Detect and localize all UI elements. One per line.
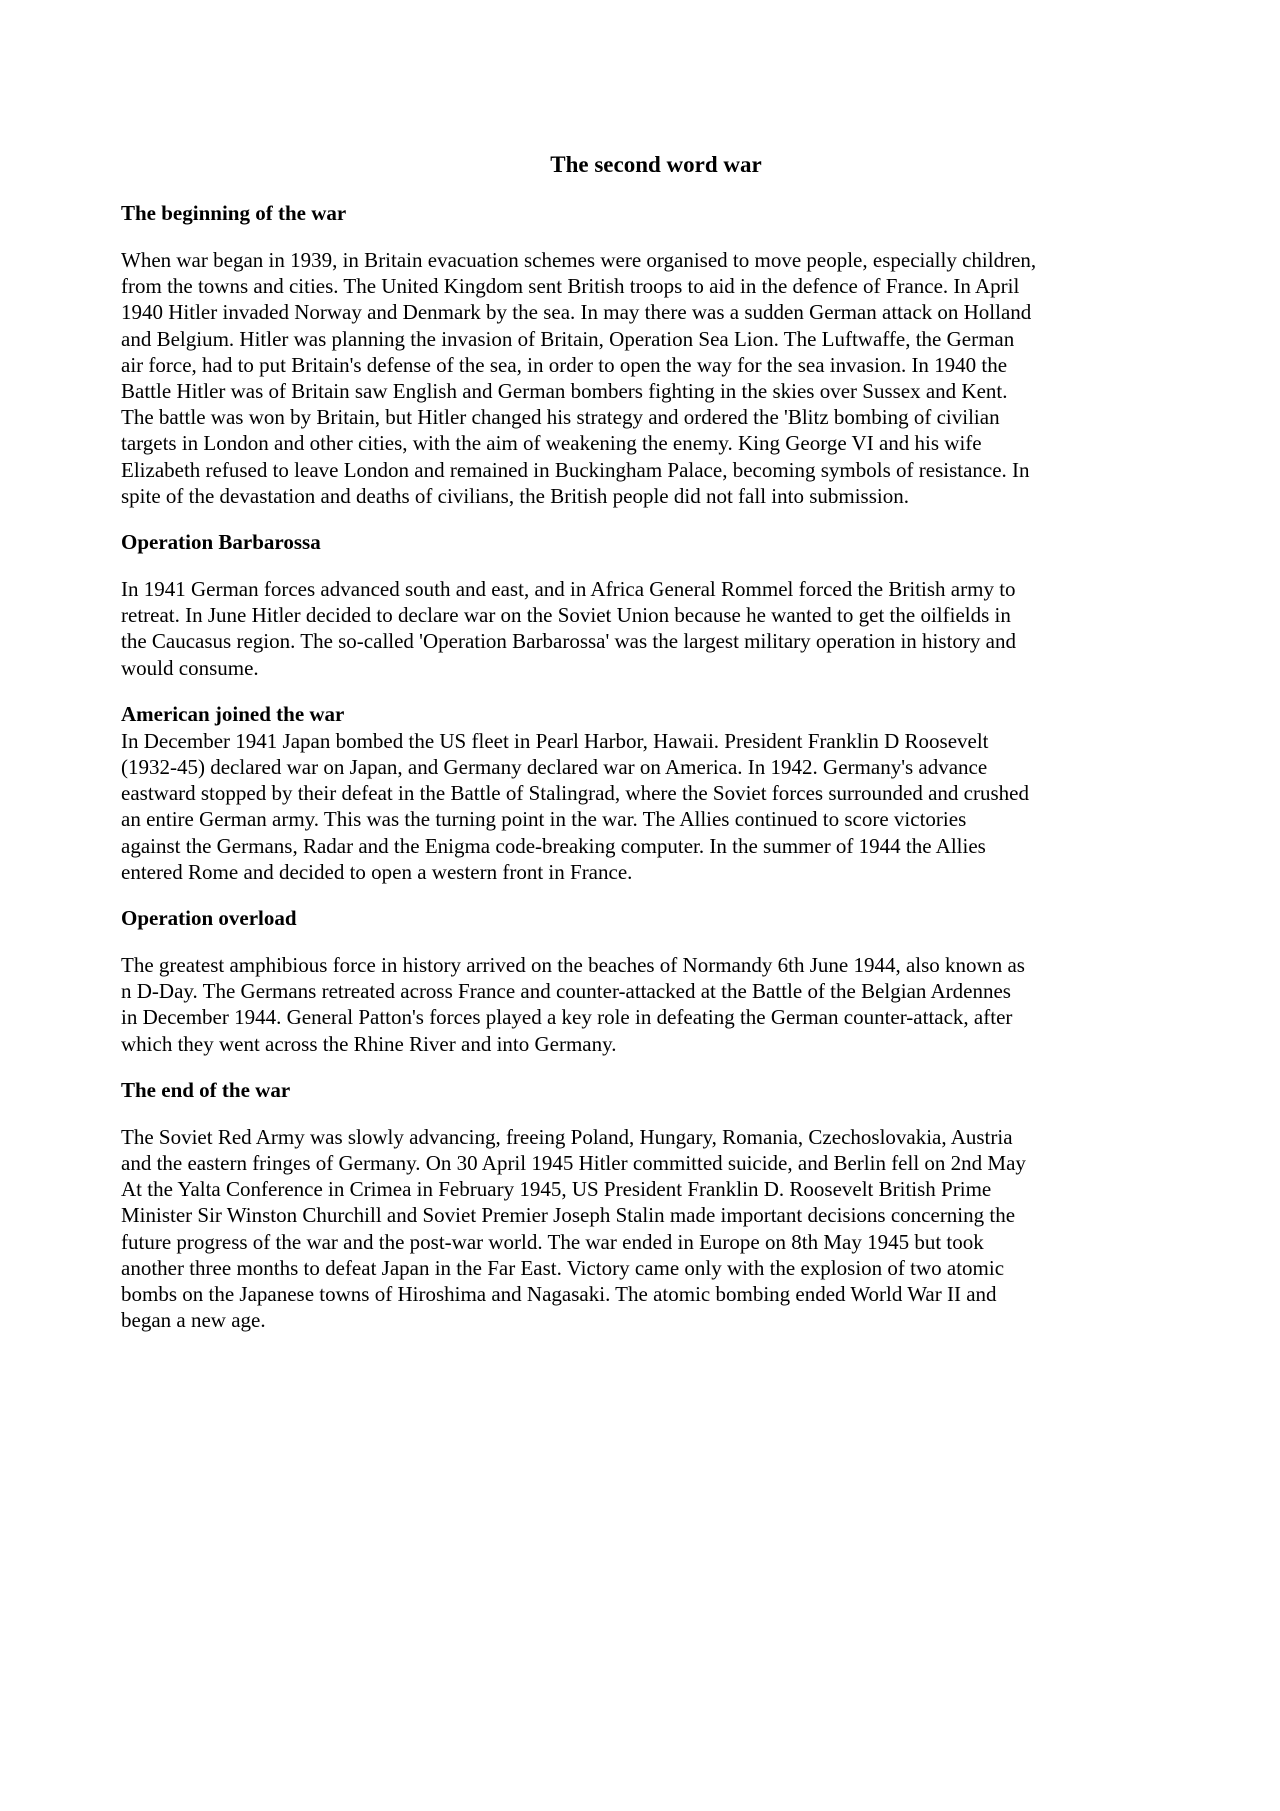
section-heading-barbarossa: Operation Barbarossa	[121, 530, 321, 555]
section-paragraph-beginning: When war began in 1939, in Britain evacuation schemes were organised to move people, especially children, from the towns and cities. The United Kingdom sent British troops to aid in the defence of France. In April 1940 Hitler invaded Norway and Denmark by the sea. In may there was a sudden German attack on Holland and Belgium. Hitler was planning the invasion of Britain, Operation Sea Lion. The Luftwaffe, the German air force, had to put Britain's defense of the sea, in order to open the way for the sea invasion. In 1940 the Battle Hitler was of Britain saw English and German bombers fighting in the skies over Sussex and Kent. The battle was won by Britain, but Hitler changed his strategy and ordered the 'Blitz bombing of civilian targets in London and other cities, with the aim of weakening the enemy. King George VI and his wife Elizabeth refused to leave London and remained in Buckingham Palace, becoming symbols of resistance. In spite of the devastation and deaths of civilians, the British people did not fall into submission.	[121, 248, 1037, 508]
section-paragraph-america: In December 1941 Japan bombed the US fleet in Pearl Harbor, Hawaii. President Franklin D Roosevelt (1932-45) declared war on Japan, and Germany declared war on America. In 1942. Germany's advance eastward stopped by their defeat in the Battle of Stalingrad, where the Soviet forces surrounded and crushed an entire German army. This was the turning point in the war. The Allies continued to score victories against the Germans, Radar and the Enigma code-breaking computer. In the summer of 1944 the Allies entered Rome and decided to open a western front in France.	[121, 728, 1029, 884]
section-paragraph-overload: The greatest amphibious force in history arrived on the beaches of Normandy 6th June 1944, also known as n D-Day. The Germans retreated across France and counter-attacked at the Battle of the Belgian Ardennes in December 1944. General Patton's forces played a key role in defeating the German counter-attack, after which they went across the Rhine River and into Germany.	[121, 953, 1025, 1056]
section-heading-beginning: The beginning of the war	[121, 201, 347, 225]
section-paragraph-end: The Soviet Red Army was slowly advancing, freeing Poland, Hungary, Romania, Czechoslovakia, Austria and the eastern fringes of Germany. On 30 April 1945 Hitler committed suicide, and Berlin fell on 2nd May At the Yalta Conference in Crimea in February 1945, US President Franklin D. Roosevelt British Prime Minister Sir Winston Churchill and Soviet Premier Joseph Stalin made important decisions concerning the future progress of the war and the post-war world. The war ended in Europe on 8th May 1945 but took another three months to defeat Japan in the Far East. Victory came only with the explosion of two atomic bombs on the Japanese towns of Hiroshima and Nagasaki. The atomic bombing ended World War II and began a new age.	[121, 1124, 1026, 1333]
section-heading-america: American joined the war	[121, 701, 345, 726]
document-page	[121, 150, 1161, 1334]
section-heading-overload: Operation overload	[121, 906, 297, 931]
section-paragraph-barbarossa: In 1941 German forces advanced south and east, and in Africa General Rommel forced the British army to retreat. In June Hitler decided to declare war on the Soviet Union because he wanted to get the oilfields in the Caucasus region. The so-called 'Operation Barbarossa' was the largest military operation in history and would consume.	[121, 577, 1016, 680]
document-title: The second word war	[550, 152, 762, 177]
section-heading-end: The end of the war	[121, 1077, 291, 1102]
